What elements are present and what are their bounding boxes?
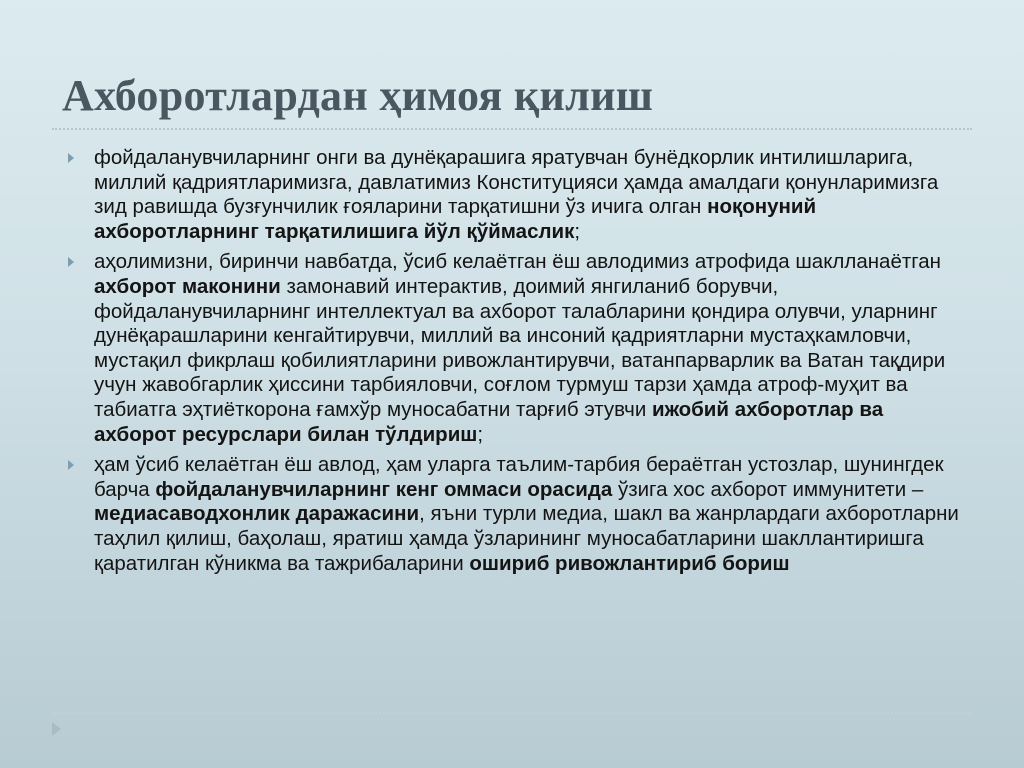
- bullet-item-3: [68, 453, 968, 576]
- slide-title: Ахборотлардан ҳимоя қилиш: [62, 71, 654, 120]
- bullet-text: аҳолимизни, биринчи навбатда, ўсиб келаётган ёш авлодимиз атрофида шаклланаётган: [94, 250, 941, 274]
- bullet-arrow-icon: [68, 460, 74, 470]
- bullet-arrow-icon: [68, 257, 74, 267]
- bullet-emphasis: ижобий ахборотлар ва ахборот ресурслари билан тўлдириш: [94, 397, 884, 446]
- footer-divider: [52, 712, 972, 714]
- bullet-emphasis: ахборот маконини: [94, 274, 281, 298]
- bullet-text: ;: [574, 219, 581, 243]
- bullet-emphasis: ноқонуний ахборотларнинг тарқатилишига йўл қўймаслик: [94, 195, 817, 243]
- bullet-emphasis: фойдаланувчиларнинг кенг оммаси орасида: [155, 477, 613, 501]
- bullet-item-1: [68, 146, 968, 244]
- slide-content: [68, 146, 968, 582]
- bullet-arrow-icon: [68, 153, 74, 163]
- bullet-text: ҳам ўсиб келаётган ёш авлод, ҳам уларга таълим-тарбия бераётган устозлар, шунингдек барча: [94, 453, 944, 501]
- bullet-emphasis: ошириб ривожлантириб бориш: [469, 551, 790, 575]
- bullet-text: ;: [477, 422, 484, 446]
- slide-nav-arrow-icon[interactable]: [52, 722, 61, 736]
- bullet-item-2: [68, 250, 968, 447]
- bullet-text: ўзига хос ахборот иммунитети –: [612, 477, 924, 501]
- bullet-text: , яъни турли медиа, шакл ва жанрлардаги ахборотларни таҳлил қилиш, баҳолаш, яратиш ҳамда ўзларининг муносабатларини шакллантиришга қаратилган кўникма ва тажрибаларини: [94, 502, 959, 575]
- bullet-text: замонавий интерактив, доимий янгиланиб борувчи, фойдаланувчиларнинг интеллектуал ва ахборот талабларини қондира олувчи, уларнинг дунёқарашларини кенгайтирувчи, миллий ва инсоний қадриятларни мустаҳкамловчи, мустақил фикрлаш қобилиятларини ривожлантирувчи, ватанпарварлик ва Ватан тақдири учун жавобгарлик ҳиссини тарбияловчи, соғлом турмуш тарзи ҳамда атроф-муҳит ва табиатга эҳтиёткорона ғамхўр муносабатни тарғиб этувчи: [94, 274, 946, 421]
- bullet-emphasis: медиасаводхонлик даражасини: [94, 502, 420, 526]
- title-divider: [52, 128, 972, 130]
- bullet-text: фойдаланувчиларнинг онги ва дунёқарашига яратувчан бунёдкорлик интилишларига, миллий қадриятларимизга, давлатимиз Конституцияси ҳамда амалдаги қонунларимизга зид равишда бузғунчилик ғояларини тарқатишни ўз ичига олган: [94, 146, 939, 219]
